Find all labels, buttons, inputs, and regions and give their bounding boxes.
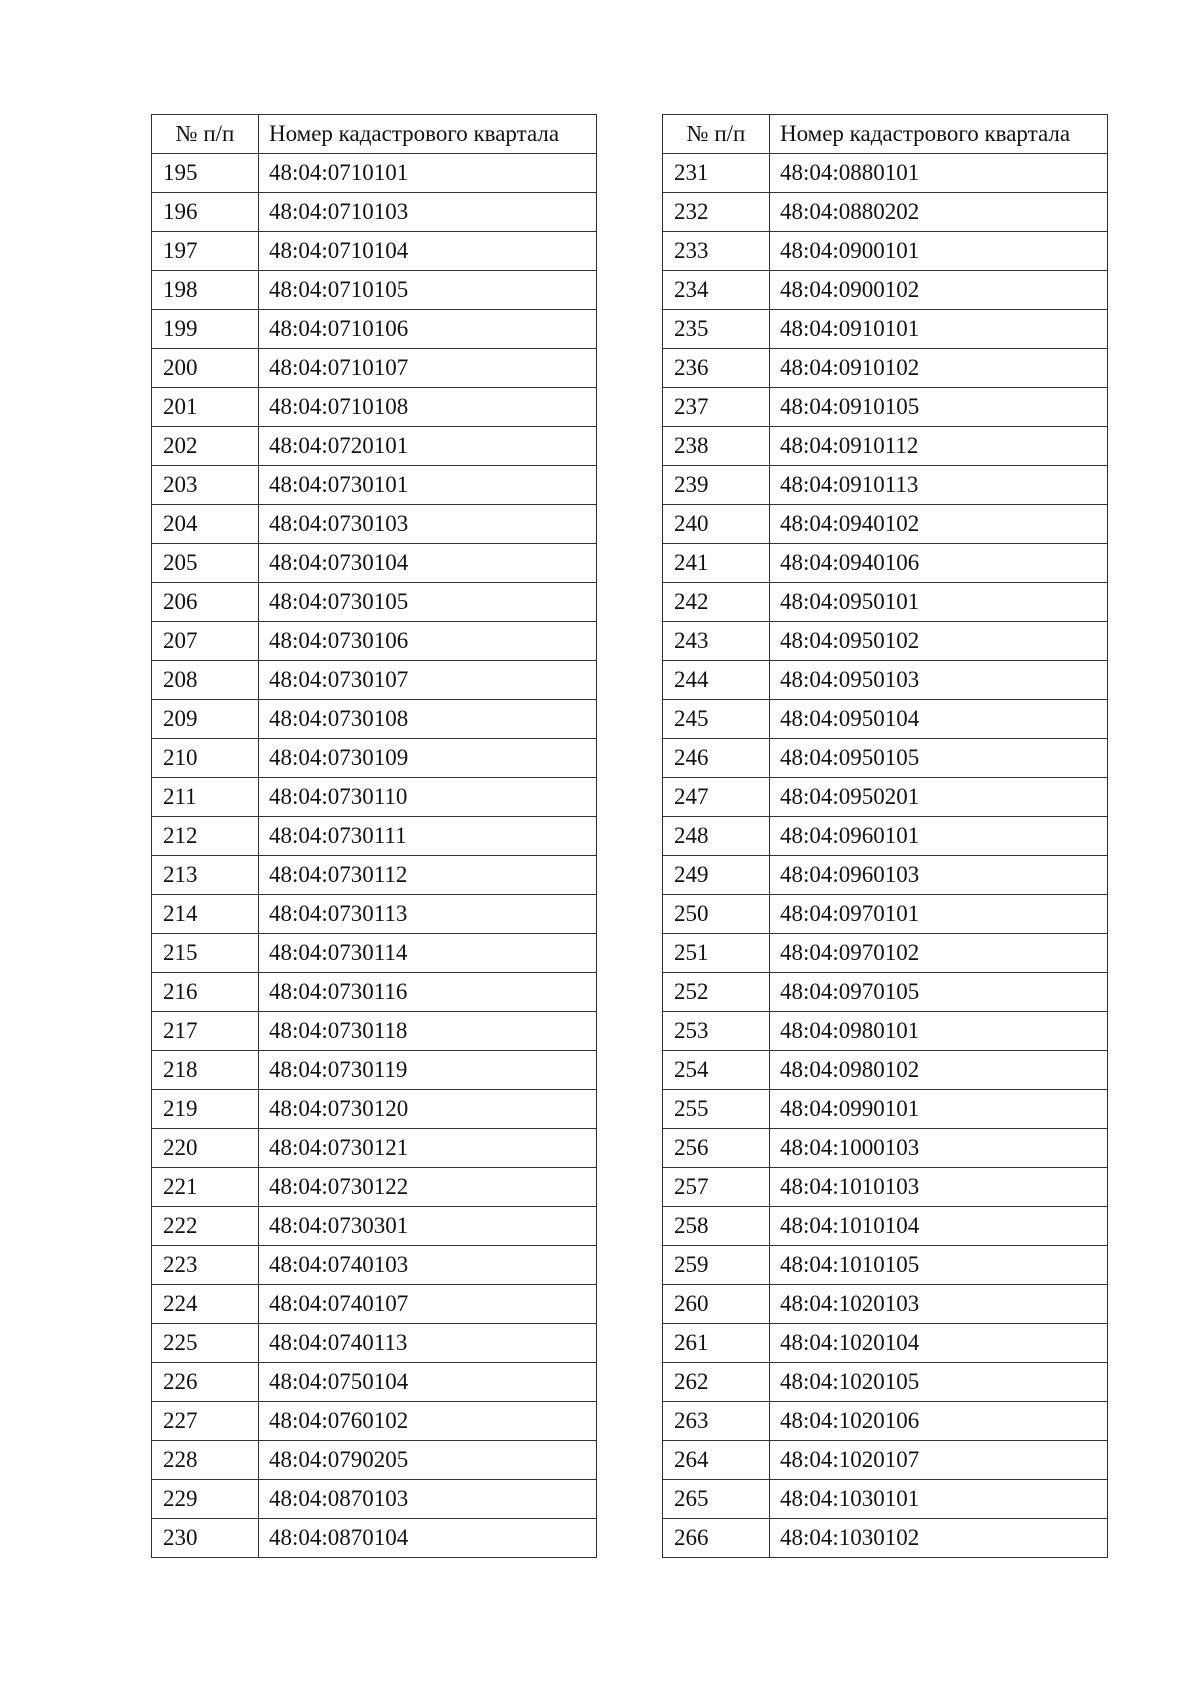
table-row (152, 1090, 597, 1129)
cadastral-table-left (151, 114, 597, 1558)
table-row (152, 232, 597, 271)
row-number-cell: 257 (663, 1168, 770, 1207)
row-number-cell: 242 (663, 583, 770, 622)
table-row (152, 895, 597, 934)
cadastral-quarter-cell: 48:04:0900102 (770, 271, 1108, 310)
row-number-cell: 232 (663, 193, 770, 232)
table-header-row (663, 115, 1108, 154)
row-number-cell: 262 (663, 1363, 770, 1402)
row-number-cell: 229 (152, 1480, 259, 1519)
row-number-cell: 226 (152, 1363, 259, 1402)
table-row (663, 856, 1108, 895)
table-body-left (152, 154, 597, 1558)
cadastral-quarter-cell: 48:04:0730109 (259, 739, 597, 778)
row-number-cell: 217 (152, 1012, 259, 1051)
row-number-cell: 263 (663, 1402, 770, 1441)
table-row (663, 1480, 1108, 1519)
cadastral-quarter-cell: 48:04:0730101 (259, 466, 597, 505)
cadastral-quarter-cell: 48:04:0730120 (259, 1090, 597, 1129)
row-number-cell: 215 (152, 934, 259, 973)
cadastral-quarter-cell: 48:04:0910105 (770, 388, 1108, 427)
cadastral-quarter-cell: 48:04:0710103 (259, 193, 597, 232)
row-number-cell: 237 (663, 388, 770, 427)
table-row (663, 1090, 1108, 1129)
cadastral-quarter-cell: 48:04:0950101 (770, 583, 1108, 622)
row-number-cell: 199 (152, 310, 259, 349)
table-row (152, 1519, 597, 1558)
row-number-cell: 266 (663, 1519, 770, 1558)
row-number-cell: 250 (663, 895, 770, 934)
cadastral-quarter-cell: 48:04:0730119 (259, 1051, 597, 1090)
row-number-cell: 234 (663, 271, 770, 310)
table-row (152, 1207, 597, 1246)
table-row (663, 1168, 1108, 1207)
table-row (152, 1051, 597, 1090)
row-number-cell: 203 (152, 466, 259, 505)
row-number-cell: 241 (663, 544, 770, 583)
row-number-cell: 265 (663, 1480, 770, 1519)
table-row (152, 544, 597, 583)
table-row (152, 1441, 597, 1480)
column-header-number: № п/п (152, 115, 259, 154)
row-number-cell: 209 (152, 700, 259, 739)
row-number-cell: 219 (152, 1090, 259, 1129)
cadastral-quarter-cell: 48:04:0730116 (259, 973, 597, 1012)
table-row (663, 895, 1108, 934)
row-number-cell: 236 (663, 349, 770, 388)
cadastral-quarter-cell: 48:04:0900101 (770, 232, 1108, 271)
cadastral-quarter-cell: 48:04:0730103 (259, 505, 597, 544)
cadastral-quarter-cell: 48:04:0970102 (770, 934, 1108, 973)
table-row (663, 154, 1108, 193)
table-row (152, 1246, 597, 1285)
row-number-cell: 240 (663, 505, 770, 544)
cadastral-quarter-cell: 48:04:1030101 (770, 1480, 1108, 1519)
table-row (663, 505, 1108, 544)
row-number-cell: 228 (152, 1441, 259, 1480)
row-number-cell: 264 (663, 1441, 770, 1480)
table-row (663, 1051, 1108, 1090)
table-row (152, 505, 597, 544)
cadastral-quarter-cell: 48:04:0960103 (770, 856, 1108, 895)
table-row (152, 271, 597, 310)
cadastral-quarter-cell: 48:04:0980102 (770, 1051, 1108, 1090)
table-row (663, 1012, 1108, 1051)
cadastral-quarter-cell: 48:04:0950103 (770, 661, 1108, 700)
row-number-cell: 258 (663, 1207, 770, 1246)
row-number-cell: 243 (663, 622, 770, 661)
table-row (663, 466, 1108, 505)
cadastral-quarter-cell: 48:04:0730122 (259, 1168, 597, 1207)
row-number-cell: 253 (663, 1012, 770, 1051)
table-header-row (152, 115, 597, 154)
table-row (663, 271, 1108, 310)
cadastral-quarter-cell: 48:04:1020104 (770, 1324, 1108, 1363)
row-number-cell: 246 (663, 739, 770, 778)
row-number-cell: 248 (663, 817, 770, 856)
row-number-cell: 247 (663, 778, 770, 817)
cadastral-quarter-cell: 48:04:0730121 (259, 1129, 597, 1168)
cadastral-quarter-cell: 48:04:0730111 (259, 817, 597, 856)
row-number-cell: 213 (152, 856, 259, 895)
table-row (663, 1207, 1108, 1246)
cadastral-quarter-cell: 48:04:0910112 (770, 427, 1108, 466)
table-row (152, 310, 597, 349)
row-number-cell: 244 (663, 661, 770, 700)
cadastral-quarter-cell: 48:04:0880101 (770, 154, 1108, 193)
cadastral-quarter-cell: 48:04:0760102 (259, 1402, 597, 1441)
table-row (663, 1324, 1108, 1363)
cadastral-quarter-cell: 48:04:0710104 (259, 232, 597, 271)
table-row (152, 388, 597, 427)
table-row (663, 388, 1108, 427)
table-row (663, 700, 1108, 739)
row-number-cell: 195 (152, 154, 259, 193)
row-number-cell: 208 (152, 661, 259, 700)
column-header-cadastral-quarter: Номер кадастрового квартала (770, 115, 1108, 154)
table-row (152, 856, 597, 895)
table-row (152, 1402, 597, 1441)
table-row (663, 1363, 1108, 1402)
table-row (663, 1441, 1108, 1480)
row-number-cell: 249 (663, 856, 770, 895)
cadastral-quarter-cell: 48:04:0950104 (770, 700, 1108, 739)
row-number-cell: 222 (152, 1207, 259, 1246)
table-row (152, 349, 597, 388)
cadastral-quarter-cell: 48:04:0870103 (259, 1480, 597, 1519)
table-row (152, 583, 597, 622)
cadastral-quarter-cell: 48:04:1000103 (770, 1129, 1108, 1168)
cadastral-quarter-cell: 48:04:0880202 (770, 193, 1108, 232)
table-row (663, 1129, 1108, 1168)
cadastral-quarter-cell: 48:04:0910101 (770, 310, 1108, 349)
table-row (663, 973, 1108, 1012)
cadastral-quarter-cell: 48:04:0730113 (259, 895, 597, 934)
table-row (152, 1480, 597, 1519)
row-number-cell: 254 (663, 1051, 770, 1090)
row-number-cell: 200 (152, 349, 259, 388)
row-number-cell: 251 (663, 934, 770, 973)
row-number-cell: 205 (152, 544, 259, 583)
table-row (152, 700, 597, 739)
row-number-cell: 235 (663, 310, 770, 349)
table-row (663, 193, 1108, 232)
row-number-cell: 211 (152, 778, 259, 817)
row-number-cell: 202 (152, 427, 259, 466)
row-number-cell: 206 (152, 583, 259, 622)
table-row (663, 1402, 1108, 1441)
cadastral-quarter-cell: 48:04:1020107 (770, 1441, 1108, 1480)
table-row (152, 778, 597, 817)
table-row (663, 583, 1108, 622)
cadastral-quarter-cell: 48:04:0910102 (770, 349, 1108, 388)
cadastral-quarter-cell: 48:04:0740107 (259, 1285, 597, 1324)
table-row (663, 1285, 1108, 1324)
table-row (663, 1246, 1108, 1285)
row-number-cell: 196 (152, 193, 259, 232)
table-row (152, 1012, 597, 1051)
table-row (152, 1363, 597, 1402)
column-header-number: № п/п (663, 115, 770, 154)
cadastral-quarter-cell: 48:04:0730106 (259, 622, 597, 661)
cadastral-quarter-cell: 48:04:0790205 (259, 1441, 597, 1480)
row-number-cell: 214 (152, 895, 259, 934)
table-row (663, 427, 1108, 466)
cadastral-quarter-cell: 48:04:1010104 (770, 1207, 1108, 1246)
cadastral-quarter-cell: 48:04:0960101 (770, 817, 1108, 856)
cadastral-quarter-cell: 48:04:0710108 (259, 388, 597, 427)
cadastral-quarter-cell: 48:04:0730107 (259, 661, 597, 700)
cadastral-quarter-cell: 48:04:0710105 (259, 271, 597, 310)
row-number-cell: 245 (663, 700, 770, 739)
cadastral-quarter-cell: 48:04:0990101 (770, 1090, 1108, 1129)
cadastral-quarter-cell: 48:04:1010103 (770, 1168, 1108, 1207)
cadastral-quarter-cell: 48:04:0750104 (259, 1363, 597, 1402)
table-row (663, 622, 1108, 661)
column-header-cadastral-quarter: Номер кадастрового квартала (259, 115, 597, 154)
table-row (663, 232, 1108, 271)
cadastral-quarter-cell: 48:04:0730108 (259, 700, 597, 739)
table-row (152, 739, 597, 778)
cadastral-quarter-cell: 48:04:1030102 (770, 1519, 1108, 1558)
cadastral-table-right (662, 114, 1108, 1558)
cadastral-quarter-cell: 48:04:0950105 (770, 739, 1108, 778)
cadastral-quarter-cell: 48:04:0970105 (770, 973, 1108, 1012)
cadastral-quarter-cell: 48:04:1020106 (770, 1402, 1108, 1441)
table-row (152, 427, 597, 466)
cadastral-quarter-cell: 48:04:0730118 (259, 1012, 597, 1051)
row-number-cell: 227 (152, 1402, 259, 1441)
cadastral-quarter-cell: 48:04:1020105 (770, 1363, 1108, 1402)
cadastral-quarter-cell: 48:04:0940102 (770, 505, 1108, 544)
cadastral-quarter-cell: 48:04:0720101 (259, 427, 597, 466)
row-number-cell: 239 (663, 466, 770, 505)
cadastral-quarter-cell: 48:04:0730105 (259, 583, 597, 622)
row-number-cell: 252 (663, 973, 770, 1012)
table-row (152, 817, 597, 856)
table-row (152, 622, 597, 661)
row-number-cell: 259 (663, 1246, 770, 1285)
row-number-cell: 198 (152, 271, 259, 310)
cadastral-quarter-cell: 48:04:1010105 (770, 1246, 1108, 1285)
table-row (152, 1168, 597, 1207)
table-row (663, 778, 1108, 817)
cadastral-quarter-cell: 48:04:0740113 (259, 1324, 597, 1363)
row-number-cell: 223 (152, 1246, 259, 1285)
table-row (152, 193, 597, 232)
table-row (152, 154, 597, 193)
table-row (663, 661, 1108, 700)
cadastral-quarter-cell: 48:04:0730110 (259, 778, 597, 817)
table-row (152, 661, 597, 700)
row-number-cell: 238 (663, 427, 770, 466)
row-number-cell: 225 (152, 1324, 259, 1363)
table-row (152, 934, 597, 973)
row-number-cell: 201 (152, 388, 259, 427)
row-number-cell: 261 (663, 1324, 770, 1363)
cadastral-quarter-cell: 48:04:0710101 (259, 154, 597, 193)
cadastral-quarter-cell: 48:04:0870104 (259, 1519, 597, 1558)
row-number-cell: 210 (152, 739, 259, 778)
table-row (152, 1285, 597, 1324)
table-row (663, 544, 1108, 583)
row-number-cell: 231 (663, 154, 770, 193)
cadastral-quarter-cell: 48:04:0980101 (770, 1012, 1108, 1051)
cadastral-quarter-cell: 48:04:0710107 (259, 349, 597, 388)
row-number-cell: 221 (152, 1168, 259, 1207)
table-row (152, 973, 597, 1012)
row-number-cell: 255 (663, 1090, 770, 1129)
cadastral-quarter-cell: 48:04:0730301 (259, 1207, 597, 1246)
cadastral-quarter-cell: 48:04:0910113 (770, 466, 1108, 505)
table-row (663, 739, 1108, 778)
row-number-cell: 216 (152, 973, 259, 1012)
table-row (152, 466, 597, 505)
cadastral-quarter-cell: 48:04:1020103 (770, 1285, 1108, 1324)
cadastral-quarter-cell: 48:04:0970101 (770, 895, 1108, 934)
row-number-cell: 197 (152, 232, 259, 271)
table-row (663, 817, 1108, 856)
table-row (152, 1324, 597, 1363)
row-number-cell: 204 (152, 505, 259, 544)
row-number-cell: 256 (663, 1129, 770, 1168)
cadastral-quarter-cell: 48:04:0940106 (770, 544, 1108, 583)
row-number-cell: 218 (152, 1051, 259, 1090)
row-number-cell: 260 (663, 1285, 770, 1324)
cadastral-quarter-cell: 48:04:0710106 (259, 310, 597, 349)
table-row (663, 310, 1108, 349)
table-row (663, 934, 1108, 973)
cadastral-quarter-cell: 48:04:0730114 (259, 934, 597, 973)
table-row (152, 1129, 597, 1168)
row-number-cell: 224 (152, 1285, 259, 1324)
cadastral-quarter-cell: 48:04:0950201 (770, 778, 1108, 817)
table-body-right (663, 154, 1108, 1558)
row-number-cell: 230 (152, 1519, 259, 1558)
table-row (663, 1519, 1108, 1558)
cadastral-quarter-cell: 48:04:0730112 (259, 856, 597, 895)
cadastral-quarter-cell: 48:04:0950102 (770, 622, 1108, 661)
row-number-cell: 212 (152, 817, 259, 856)
row-number-cell: 207 (152, 622, 259, 661)
cadastral-quarter-cell: 48:04:0740103 (259, 1246, 597, 1285)
cadastral-quarter-cell: 48:04:0730104 (259, 544, 597, 583)
row-number-cell: 233 (663, 232, 770, 271)
table-row (663, 349, 1108, 388)
row-number-cell: 220 (152, 1129, 259, 1168)
